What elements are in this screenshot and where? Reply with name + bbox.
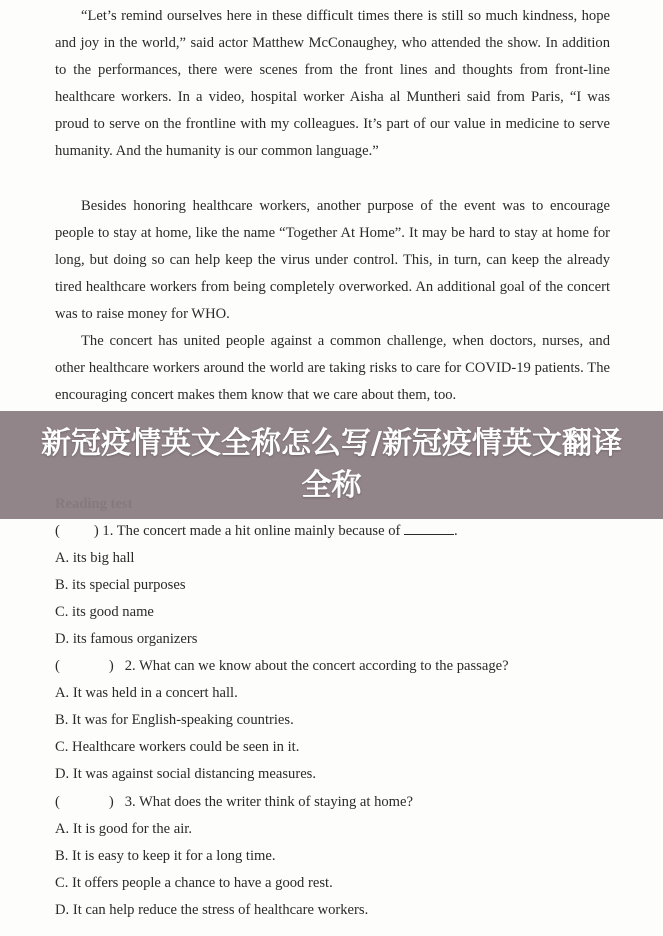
question-1-stem: ( ) 1. The concert made a hit online mainly because of . [55, 523, 458, 539]
question-3-option-b: B. It is easy to keep it for a long time. [55, 848, 276, 864]
question-2-option-c: C. Healthcare workers could be seen in it. [55, 739, 300, 755]
question-3-option-d: D. It can help reduce the stress of healthcare workers. [55, 902, 369, 918]
question-1-option-d: D. its famous organizers [55, 631, 198, 647]
passage-paragraph-2 [55, 193, 610, 328]
passage-paragraph-3-text: The concert has united people against a common challenge, when doctors, nurses, and other healthcare workers around the world are taking risks to care for COVID-19 patients. The encouraging concert makes them know that we care about them, too. [55, 333, 610, 404]
question-3-stem: ( ) 3. What does the writer think of staying at home? [55, 794, 413, 810]
passage-paragraph-1-text: “Let’s remind ourselves here in these difficult times there is still so much kindness, hope and joy in the world,” said actor Matthew McConaughey, who attended the show. In addition to the performances, there were scenes from the front lines and thoughts from front-line healthcare workers. In a video, hospital worker Aisha al Muntheri said from Paris, “I was proud to serve on the frontline with my colleagues. It’s part of our value in medicine to serve humanity. And the humanity is our common language.” [55, 8, 610, 160]
passage-paragraph-3 [55, 328, 610, 409]
title-banner [0, 411, 663, 519]
question-3-option-c: C. It offers people a chance to have a good rest. [55, 875, 333, 891]
question-2-option-a: A. It was held in a concert hall. [55, 685, 238, 701]
question-1-option-a: A. its big hall [55, 550, 135, 566]
question-2-stem: ( ) 2. What can we know about the concert according to the passage? [55, 658, 509, 674]
question-3-option-a: A. It is good for the air. [55, 821, 192, 837]
passage-paragraph-2-text: Besides honoring healthcare workers, another purpose of the event was to encourage people to stay at home, like the name “Together At Home”. It may be hard to stay at home for long, but doing so can help keep the virus under control. This, in turn, can keep the already tired healthcare workers from being completely overworked. An additional goal of the concert was to raise money for WHO. [55, 198, 610, 323]
banner-title: 新冠疫情英文全称怎么写/新冠疫情英文翻译全称 [41, 426, 622, 503]
question-1-option-c: C. its good name [55, 604, 154, 620]
question-2-option-b: B. It was for English-speaking countries. [55, 712, 294, 728]
passage-paragraph-1 [55, 3, 610, 166]
question-2-option-d: D. It was against social distancing measures. [55, 766, 316, 782]
question-1-option-b: B. its special purposes [55, 577, 186, 593]
answer-blank [404, 522, 454, 535]
